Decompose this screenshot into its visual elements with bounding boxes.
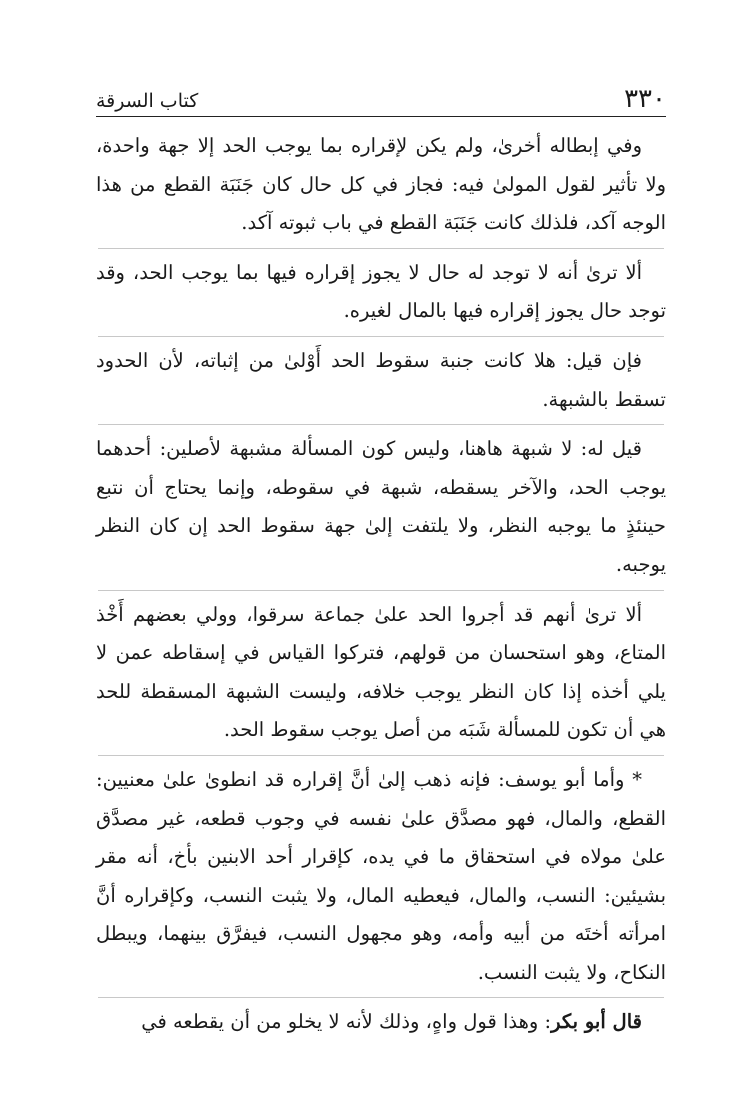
paragraph-2: ألا ترىٰ أنه لا توجد له حال لا يجوز إقراره فيها بما يوجب الحد، وقد توجد حال يجوز إقراره فيها بالمال لغيره.	[96, 260, 666, 323]
paragraph-4: قيل له: لا شبهة هاهنا، وليس كون المسألة مشبهة لأصلين: أحدهما يوجب الحد، والآخر يسقطه، شبهة في سقوطه، وإنما يحتاج أن نتبع حينئذٍ ما يوجبه النظر، ولا يلتفت إلىٰ جهة سقوط الحد إن كان النظر يوجبه.	[96, 437, 666, 576]
paragraph-divider	[98, 336, 664, 337]
paragraph-divider	[98, 590, 664, 591]
running-title: كتاب السرقة	[96, 90, 199, 112]
paragraph-divider	[98, 424, 664, 425]
paragraph-divider	[98, 248, 664, 249]
paragraph-1: وفي إبطاله أخرىٰ، ولم يكن لإقراره بما يوجب الحد إلا جهة واحدة، ولا تأثير لقول المولىٰ فيه: فجاز في كل حال كان جَنَبَة القطع من هذا الوجه آكد، فلذلك كانت جَنَبَة القطع في باب ثبوته آكد.	[96, 134, 666, 235]
page-number: ٣٣٠	[624, 84, 666, 114]
book-page	[96, 72, 666, 1042]
paragraph-divider	[98, 755, 664, 756]
paragraph-divider	[98, 997, 664, 998]
page-body	[96, 127, 666, 1042]
paragraph-3: فإن قيل: هلا كانت جنبة سقوط الحد أَوْلىٰ من إثباته، لأن الحدود تسقط بالشبهة.	[96, 348, 666, 411]
paragraph-7	[96, 1003, 666, 1042]
paragraph-7-text: : وهذا قول واهٍ، وذلك لأنه لا يخلو من أن يقطعه في	[141, 1010, 552, 1034]
speaker-label: قال أبو بكر	[551, 1010, 642, 1034]
paragraph-5: ألا ترىٰ أنهم قد أجروا الحد علىٰ جماعة سرقوا، وولي بعضهم أَخْذ المتاع، وهو استحسان من قولهم، فتركوا القياس في إسقاطه عمن لا يلي أخذه إذا كان النظر يوجب خلافه، وليست الشبهة المسقطة للحد هي أن تكون للمسألة شَبَه من أصل يوجب سقوط الحد.	[96, 602, 666, 742]
page-header	[96, 72, 666, 117]
paragraph-6: * وأما أبو يوسف: فإنه ذهب إلىٰ أنَّ إقراره قد انطوىٰ علىٰ معنيين: القطع، والمال، فهو مصدَّق علىٰ نفسه في وجوب قطعه، غير مصدَّق علىٰ مولاه في استحقاق ما في يده، كإقرار أحد الابنين بأخ، أنه مقر بشيئين: النسب، والمال، فيعطيه المال، ولا يثبت النسب، وكإقراره أنَّ امرأته أختَه من أبيه وأمه، وهو مجهول النسب، فيفرَّق بينهما، ويبطل النكاح، ولا يثبت النسب.	[96, 767, 666, 984]
